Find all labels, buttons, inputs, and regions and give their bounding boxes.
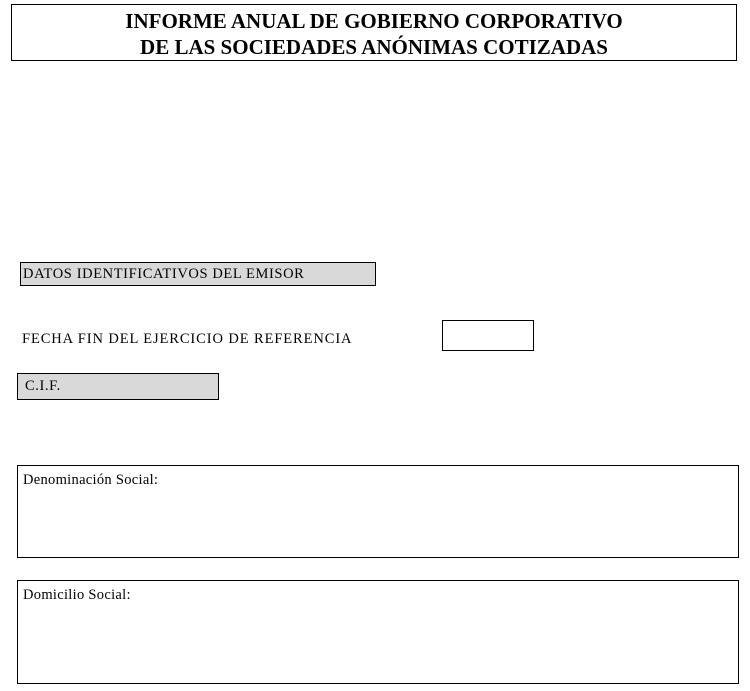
domicilio-social-label: Domicilio Social: — [23, 587, 131, 603]
report-title-line-2: DE LAS SOCIEDADES ANÓNIMAS COTIZADAS — [140, 35, 608, 59]
cif-label: C.I.F. — [25, 378, 61, 394]
emisor-section-heading: DATOS IDENTIFICATIVOS DEL EMISOR — [20, 262, 376, 286]
domicilio-social-field[interactable] — [17, 580, 739, 684]
fecha-fin-ejercicio-label: FECHA FIN DEL EJERCICIO DE REFERENCIA — [22, 331, 353, 347]
report-title-line-1: INFORME ANUAL DE GOBIERNO CORPORATIVO — [125, 9, 623, 33]
cif-field[interactable] — [17, 373, 219, 400]
denominacion-social-field[interactable] — [17, 465, 739, 558]
denominacion-social-label: Denominación Social: — [23, 472, 159, 488]
fecha-fin-ejercicio-field[interactable] — [442, 320, 534, 351]
report-title-box — [11, 4, 737, 61]
